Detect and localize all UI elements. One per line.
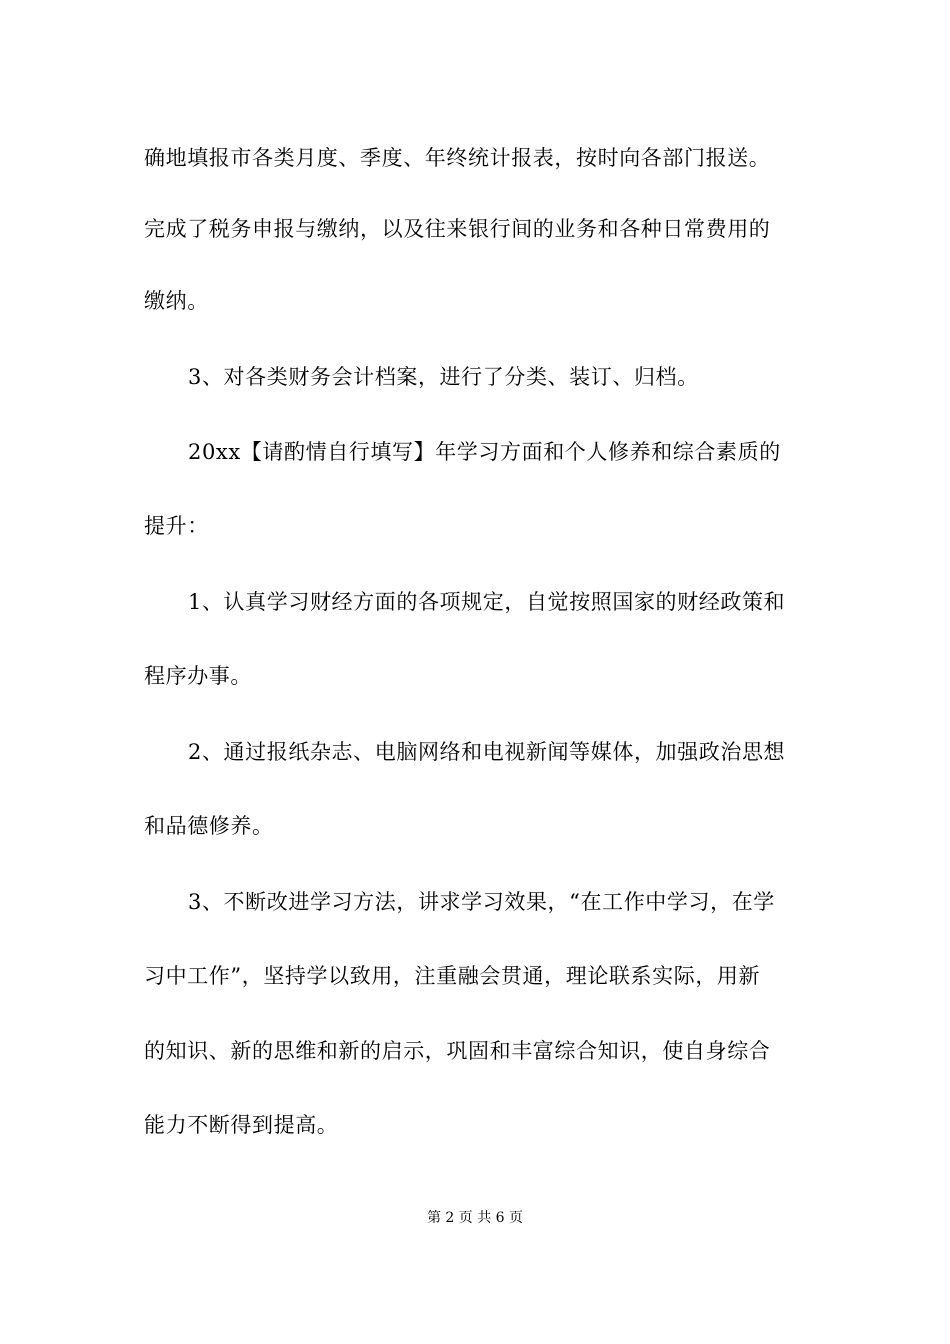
text-line: 的知识、新的思维和新的启示，巩固和丰富综合知识，使自身综合 <box>144 1039 771 1063</box>
text-line: 习中工作”，坚持学以致用，注重融会贯通，理论联系实际，用新 <box>144 964 761 988</box>
text-line: 完成了税务申报与缴纳，以及往来银行间的业务和各种日常费用的 <box>144 217 771 241</box>
page-number-footer: 第 2 页 共 6 页 <box>426 1210 524 1226</box>
text-line: 缴纳。 <box>144 289 209 313</box>
text-line: 确地填报市各类月度、季度、年终统计报表，按时向各部门报送。 <box>144 146 771 170</box>
text-line: 2、通过报纸杂志、电脑网络和电视新闻等媒体，加强政治思想 <box>188 740 786 764</box>
text-line: 程序办事。 <box>144 664 252 688</box>
text-line: 能力不断得到提高。 <box>144 1113 339 1137</box>
text-line: 1、认真学习财经方面的各项规定，自觉按照国家的财经政策和 <box>188 590 786 614</box>
text-line: 3、对各类财务会计档案，进行了分类、装订、归档。 <box>188 365 699 389</box>
text-line: 20xx【请酌情自行填写】年学习方面和个人修养和综合素质的 <box>188 440 781 464</box>
text-line: 提升： <box>144 514 209 538</box>
text-line: 3、不断改进学习方法，讲求学习效果，“在工作中学习，在学 <box>188 890 775 914</box>
text-line: 和品德修养。 <box>144 814 274 838</box>
